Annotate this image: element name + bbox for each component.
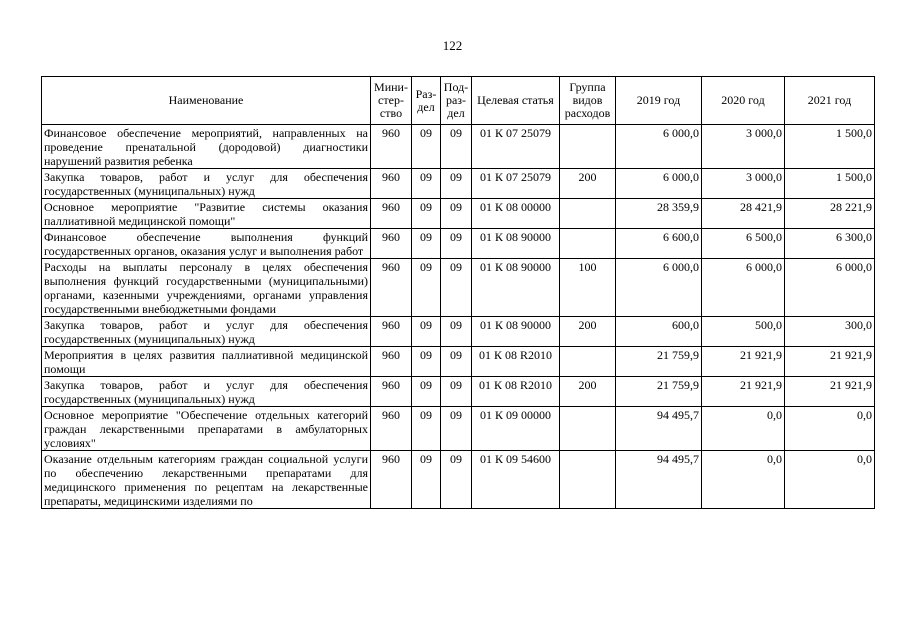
table-row	[42, 377, 875, 407]
cell-2020: 6 000,0	[702, 259, 785, 317]
cell-name: Основное мероприятие "Развитие системы оказания паллиативной медицинской помощи"	[42, 199, 371, 229]
table-body	[42, 125, 875, 509]
cell-subsection: 09	[441, 125, 472, 169]
cell-expense-group	[560, 229, 616, 259]
header-target: Целевая статья	[472, 77, 560, 125]
cell-subsection: 09	[441, 451, 472, 509]
cell-subsection: 09	[441, 347, 472, 377]
header-2020: 2020 год	[702, 77, 785, 125]
header-row	[42, 77, 875, 125]
cell-2021: 28 221,9	[785, 199, 875, 229]
cell-section: 09	[412, 377, 441, 407]
cell-target: 01 К 09 54600	[472, 451, 560, 509]
cell-2019: 94 495,7	[616, 407, 702, 451]
header-subsection: Под-раз-дел	[441, 77, 472, 125]
cell-name: Мероприятия в целях развития паллиативной медицинской помощи	[42, 347, 371, 377]
cell-expense-group	[560, 347, 616, 377]
cell-2020: 0,0	[702, 407, 785, 451]
cell-2020: 500,0	[702, 317, 785, 347]
cell-2019: 6 000,0	[616, 169, 702, 199]
cell-2019: 600,0	[616, 317, 702, 347]
cell-2019: 94 495,7	[616, 451, 702, 509]
cell-subsection: 09	[441, 317, 472, 347]
cell-ministry: 960	[371, 407, 412, 451]
table-row	[42, 229, 875, 259]
cell-subsection: 09	[441, 377, 472, 407]
cell-expense-group: 200	[560, 317, 616, 347]
cell-section: 09	[412, 451, 441, 509]
cell-2021: 6 300,0	[785, 229, 875, 259]
cell-section: 09	[412, 259, 441, 317]
cell-name: Финансовое обеспечение мероприятий, направленных на проведение пренатальной (дородовой) диагностики нарушений развития ребенка	[42, 125, 371, 169]
cell-subsection: 09	[441, 229, 472, 259]
cell-target: 01 К 08 90000	[472, 229, 560, 259]
cell-2020: 0,0	[702, 451, 785, 509]
cell-2019: 28 359,9	[616, 199, 702, 229]
cell-2021: 1 500,0	[785, 169, 875, 199]
cell-section: 09	[412, 317, 441, 347]
cell-target: 01 К 07 25079	[472, 125, 560, 169]
table-row	[42, 169, 875, 199]
cell-2021: 21 921,9	[785, 347, 875, 377]
header-2021: 2021 год	[785, 77, 875, 125]
cell-target: 01 К 08 R2010	[472, 347, 560, 377]
cell-section: 09	[412, 169, 441, 199]
table-row	[42, 407, 875, 451]
cell-2021: 21 921,9	[785, 377, 875, 407]
cell-2019: 6 600,0	[616, 229, 702, 259]
cell-2020: 21 921,9	[702, 377, 785, 407]
cell-name: Закупка товаров, работ и услуг для обеспечения государственных (муниципальных) нужд	[42, 169, 371, 199]
cell-2020: 28 421,9	[702, 199, 785, 229]
cell-expense-group	[560, 125, 616, 169]
page-number: 122	[442, 38, 463, 53]
cell-subsection: 09	[441, 407, 472, 451]
cell-target: 01 К 08 90000	[472, 259, 560, 317]
cell-expense-group	[560, 199, 616, 229]
table-row	[42, 317, 875, 347]
cell-name: Основное мероприятие "Обеспечение отдельных категорий граждан лекарственными препаратами в амбулаторных условиях"	[42, 407, 371, 451]
cell-ministry: 960	[371, 199, 412, 229]
header-2019: 2019 год	[616, 77, 702, 125]
header-name: Наименование	[42, 77, 371, 125]
cell-section: 09	[412, 347, 441, 377]
cell-ministry: 960	[371, 229, 412, 259]
cell-2021: 0,0	[785, 451, 875, 509]
cell-expense-group: 200	[560, 169, 616, 199]
header-section: Раз-дел	[412, 77, 441, 125]
cell-name: Закупка товаров, работ и услуг для обеспечения государственных (муниципальных) нужд	[42, 317, 371, 347]
cell-name: Финансовое обеспечение выполнения функций государственных органов, оказания услуг и выполнения работ	[42, 229, 371, 259]
cell-2020: 6 500,0	[702, 229, 785, 259]
table-row	[42, 347, 875, 377]
cell-2020: 21 921,9	[702, 347, 785, 377]
header-ministry: Мини-стер-ство	[371, 77, 412, 125]
cell-ministry: 960	[371, 169, 412, 199]
table-row	[42, 259, 875, 317]
cell-name: Закупка товаров, работ и услуг для обеспечения государственных (муниципальных) нужд	[42, 377, 371, 407]
cell-subsection: 09	[441, 259, 472, 317]
cell-section: 09	[412, 199, 441, 229]
cell-ministry: 960	[371, 451, 412, 509]
cell-expense-group	[560, 451, 616, 509]
cell-target: 01 К 07 25079	[472, 169, 560, 199]
cell-section: 09	[412, 407, 441, 451]
cell-ministry: 960	[371, 317, 412, 347]
cell-name: Расходы на выплаты персоналу в целях обеспечения выполнения функций государственными (муниципальными) органами, казенными учреждениями, органами управления государственными внебюджетными фондами	[42, 259, 371, 317]
cell-ministry: 960	[371, 347, 412, 377]
cell-target: 01 К 08 00000	[472, 199, 560, 229]
header-expense-group: Группа видов расходов	[560, 77, 616, 125]
cell-2021: 300,0	[785, 317, 875, 347]
cell-2021: 6 000,0	[785, 259, 875, 317]
cell-target: 01 К 08 90000	[472, 317, 560, 347]
table-row	[42, 125, 875, 169]
cell-subsection: 09	[441, 169, 472, 199]
cell-expense-group	[560, 407, 616, 451]
cell-2019: 21 759,9	[616, 347, 702, 377]
budget-table	[41, 76, 875, 509]
cell-ministry: 960	[371, 259, 412, 317]
cell-section: 09	[412, 229, 441, 259]
table-row	[42, 199, 875, 229]
cell-subsection: 09	[441, 199, 472, 229]
cell-section: 09	[412, 125, 441, 169]
cell-target: 01 К 08 R2010	[472, 377, 560, 407]
cell-2019: 6 000,0	[616, 125, 702, 169]
cell-2021: 0,0	[785, 407, 875, 451]
cell-2020: 3 000,0	[702, 169, 785, 199]
cell-ministry: 960	[371, 377, 412, 407]
cell-target: 01 К 09 00000	[472, 407, 560, 451]
cell-expense-group: 100	[560, 259, 616, 317]
cell-2019: 21 759,9	[616, 377, 702, 407]
cell-name: Оказание отдельным категориям граждан социальной услуги по обеспечению лекарственными препаратами для медицинского применения по рецептам на лекарственные препараты, медицинскими изделиями по	[42, 451, 371, 509]
cell-ministry: 960	[371, 125, 412, 169]
cell-2019: 6 000,0	[616, 259, 702, 317]
cell-2020: 3 000,0	[702, 125, 785, 169]
table-row	[42, 451, 875, 509]
cell-expense-group: 200	[560, 377, 616, 407]
cell-2021: 1 500,0	[785, 125, 875, 169]
